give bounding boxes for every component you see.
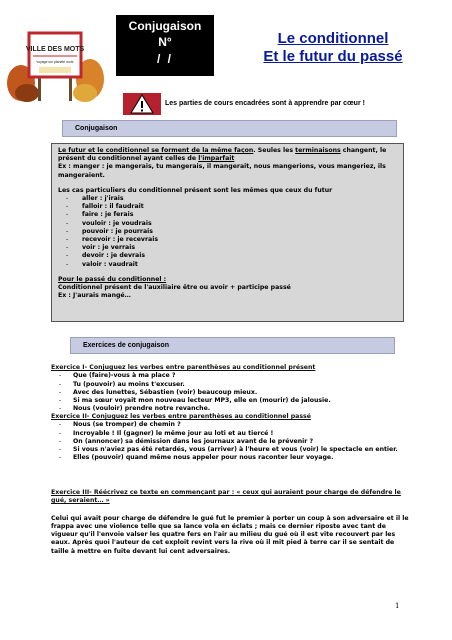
lesson-particular-cases: Les cas particuliers du conditionnel présent sont les mêmes que ceux du futur (58, 186, 333, 194)
list-item: - Si ma sœur voyait mon nouveau lecteur MP3, elle en (mourir) de jalousie. (59, 397, 411, 405)
list-item: - aller : j'irais (66, 195, 397, 203)
lesson-example: Ex : manger : je mangerais, tu mangerais, il mangerait, nous mangerions, vous mangeriez, ils mangeraient. (58, 163, 386, 179)
exercise-1-heading: Exercice I- Conjuguez les verbes entre parenthèses au conditionnel présent (51, 364, 316, 371)
list-item: - On (annoncer) sa démission dans les journaux avant de le prévenir ? (59, 438, 411, 446)
list-item: - falloir : il faudrait (66, 203, 397, 211)
irregular-verbs-list (58, 195, 397, 269)
list-item: - Nous (vouloir) prendre notre revanche. (59, 405, 411, 413)
lesson-header-box (116, 15, 214, 76)
logo-name: VILLE DES MOTS (25, 46, 85, 53)
list-item: - Si vous n'aviez pas été retardés, vous (arriver) à l'heure et vous (voir) le spectacle en entier. (59, 446, 411, 454)
section-exercices (70, 337, 395, 354)
section-conjugaison-label: Conjugaison (75, 125, 118, 132)
passe-conditionnel-example: Ex : J'aurais mangé… (58, 292, 131, 300)
section-conjugaison (62, 120, 397, 137)
lesson-box (51, 143, 404, 322)
section-exercices-label: Exercices de conjugaison (83, 342, 169, 349)
warning-text: Les parties de cours encadrées sont à apprendre par cœur ! (165, 100, 365, 107)
ville-des-mots-logo (7, 13, 104, 103)
list-item: - pouvoir : je pourrais (66, 228, 397, 236)
passe-conditionnel-rule: Conditionnel présent de l'auxiliaire être ou avoir + participe passé (58, 284, 291, 292)
page-number: 1 (395, 602, 400, 610)
list-item: - Elles (pouvoir) quand même nous appeler pour nous raconter leur voyage. (59, 454, 411, 462)
rule-text-2: changent, le présent du conditionnel ayant celles de (58, 147, 387, 163)
list-item: - vouloir : je voudrais (66, 220, 397, 228)
rule-imparfait: l'imparfait (198, 155, 235, 163)
exercise-2-list (51, 421, 411, 462)
exercise-3-heading-prompt: « ceux qui auraient pour charge de défendre le gué, seraient… » (51, 489, 401, 505)
subject-label: Conjugaison (128, 19, 202, 33)
list-item: - Incroyable ! Il (gagner) le même jour au loti et au tiercé ! (59, 430, 411, 438)
rule-futur-conditionnel: Le futur et le conditionnel se forment de la même façon (58, 147, 254, 154)
exercise-1-list (51, 372, 411, 413)
logo-tagline: voyage sur planète mots (36, 60, 74, 64)
page-title (218, 30, 448, 66)
list-item: - Tu (pouvoir) au moins t'excuser. (59, 381, 411, 389)
list-item: - recevoir : je recevrais (66, 236, 397, 244)
list-item: - faire : je ferais (66, 211, 397, 219)
exercise-1 (51, 364, 411, 414)
exercise-3-heading (51, 489, 411, 506)
number-label: N° (158, 35, 172, 49)
exercise-2 (51, 413, 411, 463)
rule-text: . Seules les (253, 147, 296, 154)
list-item: - voir : je verrais (66, 244, 397, 252)
logo-illustration (7, 13, 104, 103)
list-item: - Nous (se tromper) de chemin ? (59, 421, 411, 429)
lesson-intro (58, 147, 397, 163)
exercise-3-heading-main: Exercice III- Réécrivez ce texte en commençant par : (51, 489, 235, 496)
title-line-2: Et le futur du passé (263, 48, 403, 65)
list-item: - Avec des lunettes, Sébastien (voir) beaucoup mieux. (59, 389, 411, 397)
exercise-3-text: Celui qui avait pour charge de défendre le gué fut le premier à porter un coup à son adversaire et il le frappa avec une violence telle que sa lance vola en éclats ; mais ce dernier riposte avec tant de vigueur qu'il l'envoie valser les quatre fers en l'air au milieu du gué où il est vite recouvert par les eaux. Après quoi l'auteur de cet exploit revint vers la rive où il mit pied à terre car il se sentait de taille à mettre en fuite devant lui cent adversaires. (51, 514, 409, 555)
warning-sign-icon (123, 93, 161, 115)
passe-conditionnel-heading: Pour le passé du conditionnel : (58, 275, 167, 283)
rule-terminaisons: terminaisons (295, 147, 341, 154)
exercise-3 (51, 489, 411, 556)
list-item: - Que (faire)-vous à ma place ? (59, 372, 411, 380)
title-line-1: Le conditionnel (277, 30, 389, 47)
exercise-2-heading: Exercice II- Conjuguez les verbes entre parenthèses au conditionnel passé (51, 413, 311, 420)
list-item: - valoir : vaudrait (66, 261, 397, 269)
number-slots: / / (156, 52, 173, 66)
list-item: - devoir : je devrais (66, 252, 397, 260)
